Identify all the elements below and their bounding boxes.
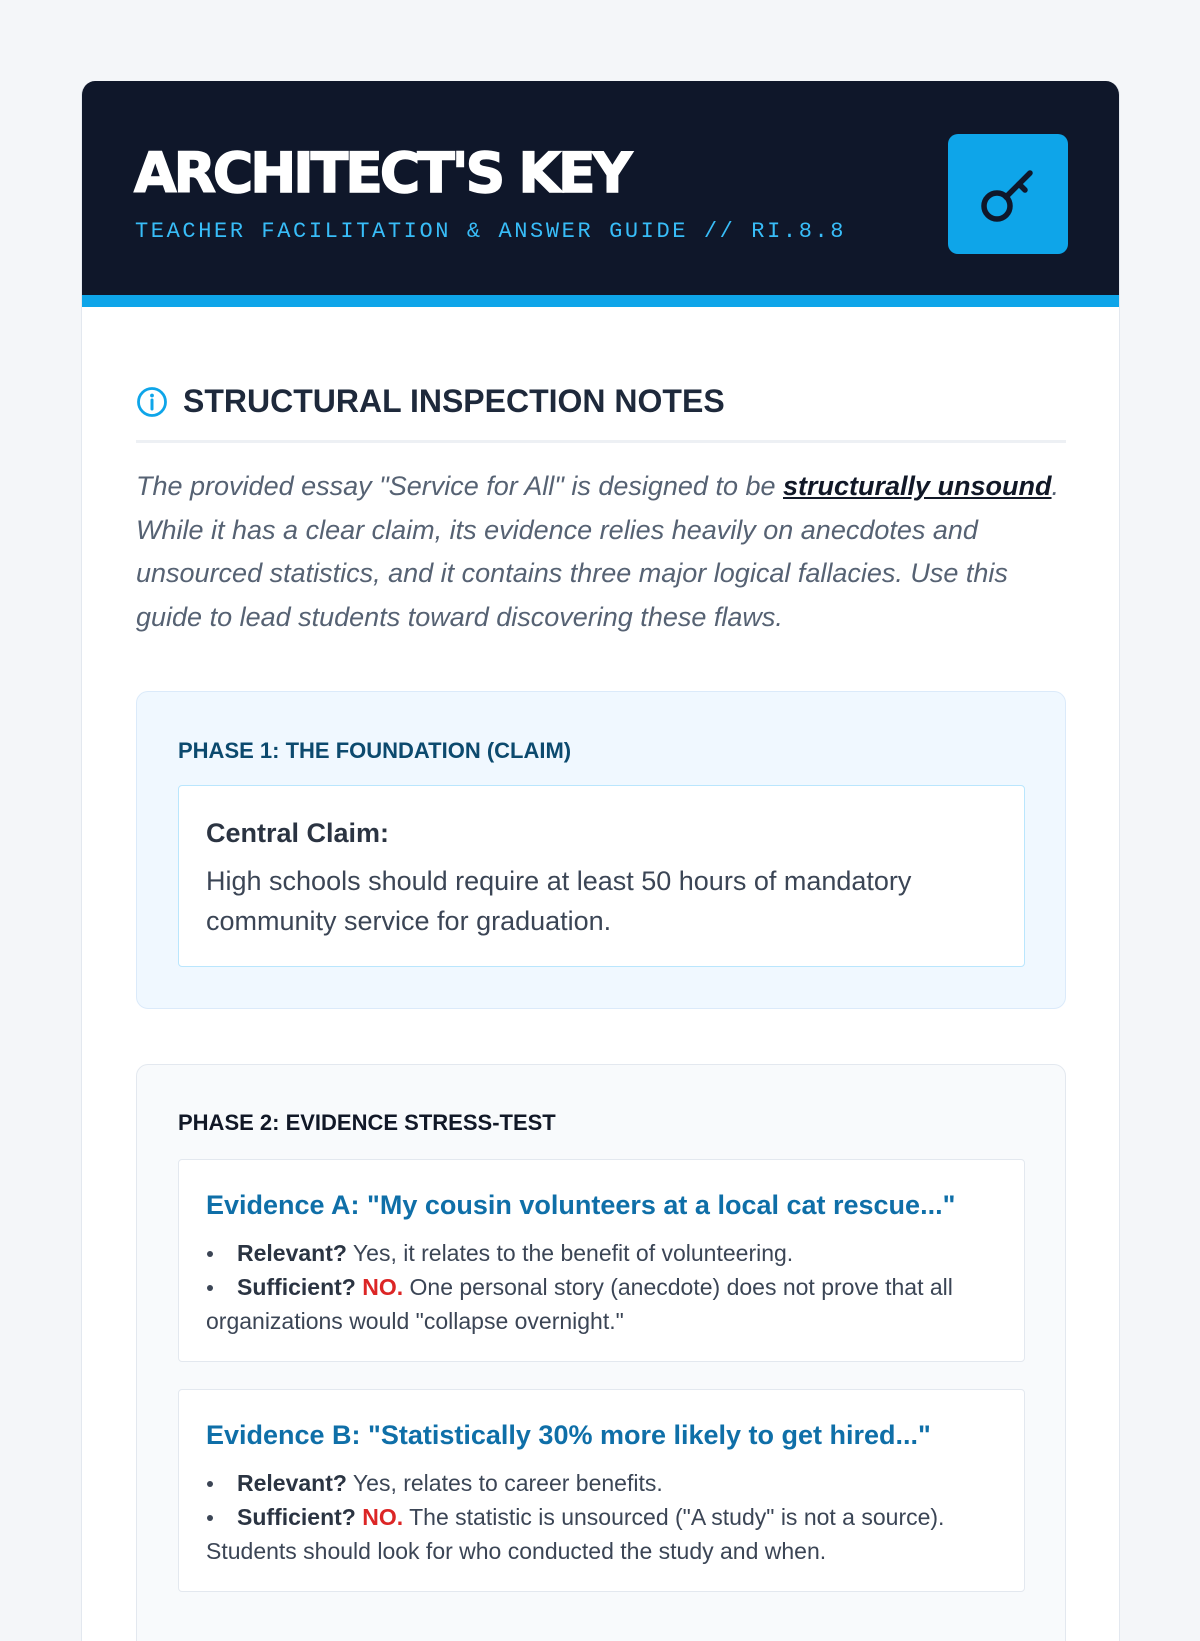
claim-text: High schools should require at least 50 hours of mandatory community service for graduation. <box>206 866 912 936</box>
sufficient-label: Sufficient? <box>237 1504 356 1530</box>
relevant-text: Yes, it relates to the benefit of volunteering. <box>352 1240 794 1266</box>
sufficiency-item <box>206 1500 996 1568</box>
claim-title: Central Claim: <box>206 818 390 848</box>
key-badge <box>948 134 1068 254</box>
evidence-checklist <box>206 1466 996 1568</box>
answer-guide-card <box>81 81 1120 1641</box>
page-subtitle: TEACHER FACILITATION & ANSWER GUIDE // RI.8.8 <box>135 219 847 244</box>
page-title: ARCHITECT'S KEY <box>134 141 630 205</box>
verdict-no: NO. <box>362 1504 404 1530</box>
info-icon <box>136 386 168 418</box>
sufficient-text-cont: organizations would "collapse overnight." <box>206 1308 624 1334</box>
sufficient-text: One personal story (anecdote) does not prove that all <box>409 1274 953 1300</box>
evidence-card <box>178 1159 1025 1362</box>
verdict-no: NO. <box>362 1274 404 1300</box>
guide-header <box>82 81 1119 307</box>
key-icon <box>975 161 1041 227</box>
evidence-checklist <box>206 1236 996 1338</box>
intro-text-rest: . While it has a clear claim, its evidence relies heavily on anecdotes and unsourced statistics, and it contains three major logical fallacies. Use this guide to lead students toward discovering these flaws. <box>136 471 1060 632</box>
sufficient-text-cont: Students should look for who conducted the study and when. <box>206 1538 827 1564</box>
relevant-label: Relevant? <box>237 1240 347 1266</box>
relevant-label: Relevant? <box>237 1470 347 1496</box>
relevance-item <box>206 1466 996 1500</box>
sufficiency-item <box>206 1270 996 1338</box>
sufficient-text: The statistic is unsourced ("A study" is not a source). <box>409 1504 945 1530</box>
phase-2-label: PHASE 2: EVIDENCE STRESS-TEST <box>178 1110 556 1135</box>
section-title: STRUCTURAL INSPECTION NOTES <box>183 383 725 419</box>
phase-1-label: PHASE 1: THE FOUNDATION (CLAIM) <box>178 738 572 763</box>
sufficient-label: Sufficient? <box>237 1274 356 1300</box>
evidence-title: Evidence B: "Statistically 30% more likely to get hired..." <box>206 1420 931 1450</box>
evidence-title: Evidence A: "My cousin volunteers at a local cat rescue..." <box>206 1190 956 1220</box>
phase-1-panel <box>136 691 1066 1009</box>
intro-emphasis: structurally unsound <box>783 471 1052 501</box>
intro-paragraph <box>136 465 1066 639</box>
relevant-text: Yes, relates to career benefits. <box>352 1470 663 1496</box>
intro-text: The provided essay "Service for All" is designed to be <box>136 471 783 501</box>
relevance-item <box>206 1236 996 1270</box>
notes-section-header <box>136 383 1066 443</box>
evidence-card <box>178 1389 1025 1592</box>
phase-2-panel <box>136 1064 1066 1641</box>
central-claim-box <box>178 785 1025 967</box>
